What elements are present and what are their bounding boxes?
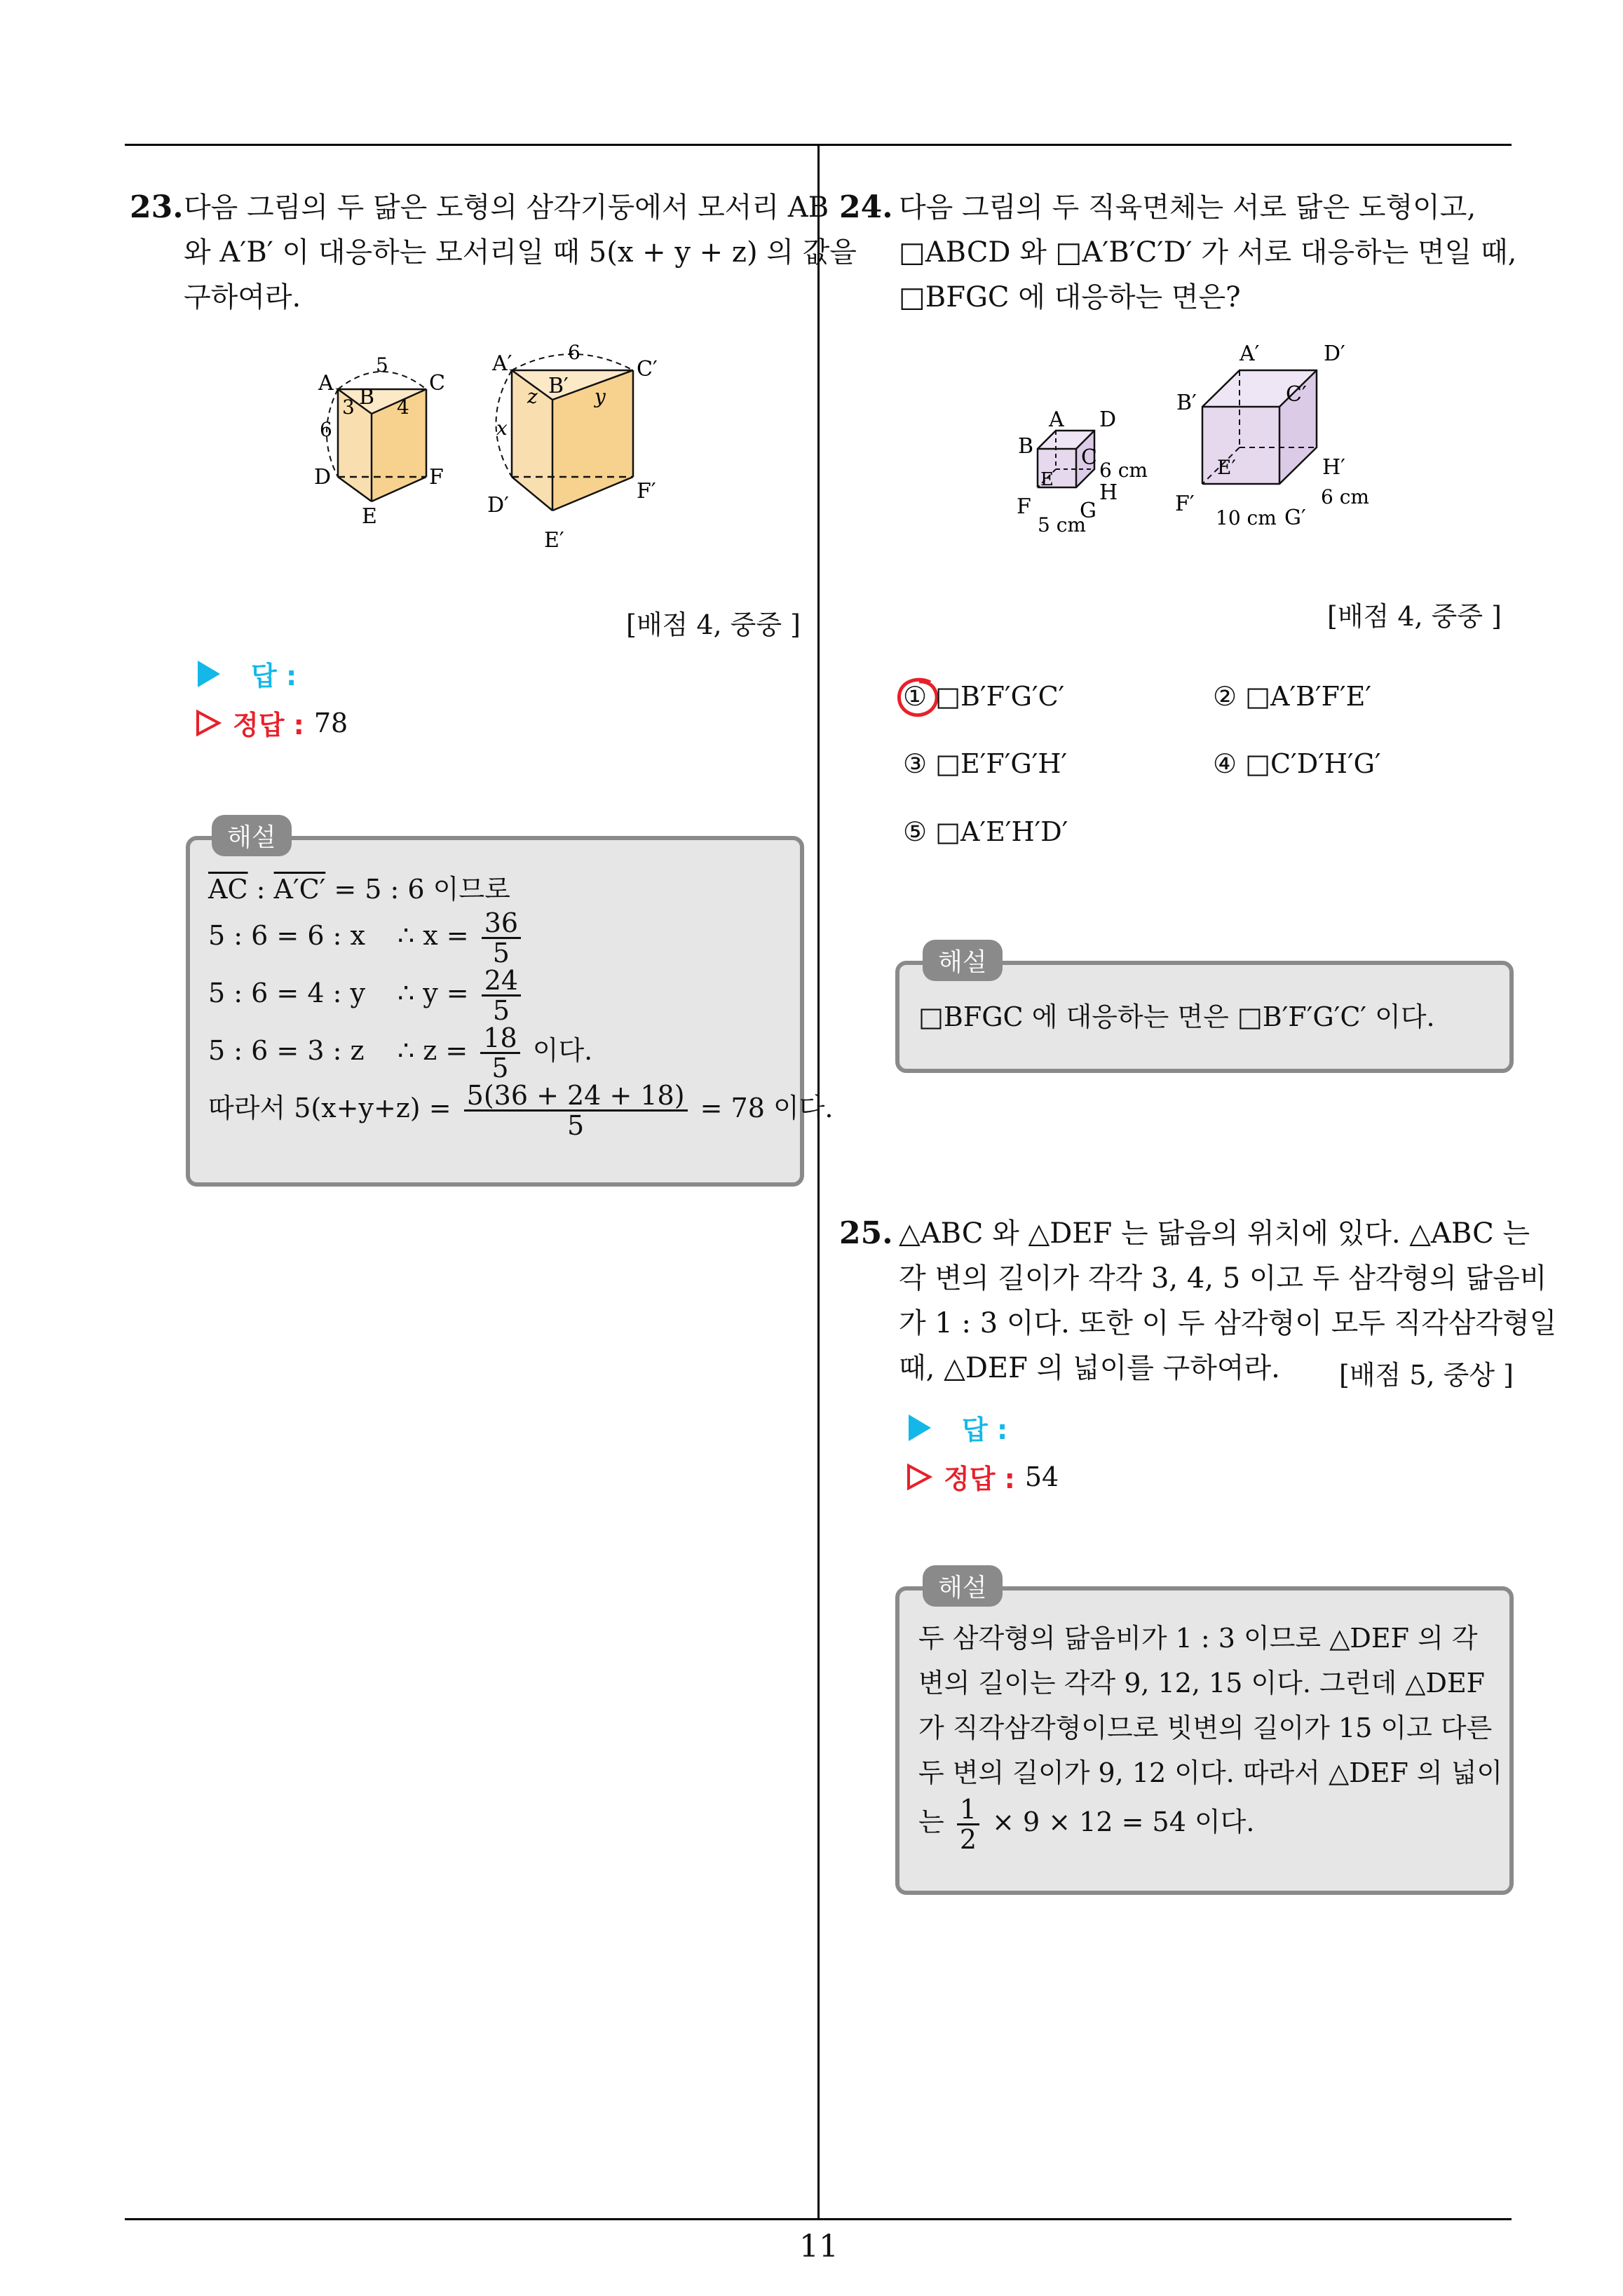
- q23-question: [184, 185, 857, 320]
- play-icon: [198, 661, 220, 687]
- solution-line: [208, 1081, 834, 1144]
- solution-line: [208, 966, 834, 1024]
- q25-solution-tag: 해설: [923, 1565, 1003, 1607]
- q23-prism-figure: [301, 344, 694, 568]
- solution-line: [208, 1024, 834, 1081]
- q25-solution-body: [918, 1616, 1502, 1860]
- fig-label: A: [1049, 407, 1064, 432]
- q25-number: 25.: [839, 1215, 893, 1251]
- solution-text: 5 : 6 = 6 : x: [208, 920, 365, 951]
- q24-solution-body: [918, 994, 1435, 1039]
- solution-text: 이다.: [532, 1035, 593, 1066]
- q25-line: 각 변의 길이가 각각 3, 4, 5 이고 두 삼각형의 닮음비: [899, 1262, 1547, 1295]
- fig-label: D: [314, 465, 332, 489]
- solution-text: 5 : 6 = 4 : y: [208, 978, 365, 1008]
- correct-value: 54: [1024, 1461, 1059, 1492]
- fraction: $\frac{5(36 + 24 + 18)}{5}$: [464, 1081, 688, 1140]
- q23-answer-row: [198, 654, 297, 693]
- fig-label: F′: [1175, 492, 1195, 516]
- fig-label: B: [1018, 434, 1034, 459]
- q24-score: [배점 4, 중중 ]: [1327, 601, 1502, 632]
- fig-label: 5 cm: [1038, 513, 1086, 536]
- q23-correct-row: [195, 703, 348, 742]
- q23-number: 23.: [130, 189, 184, 225]
- fig-label: 6 cm: [1321, 485, 1369, 508]
- fig-label: x: [496, 417, 508, 440]
- q23-solution-tag: 해설: [212, 815, 292, 856]
- fraction: $\frac{36}{5}$: [482, 909, 521, 967]
- q24-choice-4[interactable]: ④ □C′D′H′G′: [1213, 748, 1381, 779]
- fig-label: 6: [320, 418, 332, 441]
- solution-line: $\overline{AC}$ : A′C′ = 5 : 6 이므로: [208, 874, 510, 905]
- large-prism: [487, 344, 658, 553]
- fraction: $\frac{18}{5}$: [480, 1024, 520, 1082]
- q24-choice-2[interactable]: ② □A′B′F′E′: [1213, 681, 1372, 712]
- fig-label: E: [1040, 469, 1054, 490]
- small-prism: [314, 353, 445, 529]
- correct-label: 정답 :: [233, 710, 304, 741]
- page-number: 11: [799, 2229, 838, 2264]
- fig-label: E: [362, 504, 377, 529]
- fig-label: B′: [548, 374, 569, 398]
- play-icon: [909, 1414, 931, 1441]
- fig-label: E′: [1217, 456, 1236, 479]
- solution-line: [918, 1795, 1502, 1860]
- fig-label: G′: [1284, 506, 1306, 530]
- solution-text: 는: [918, 1807, 944, 1837]
- q24-choice-3[interactable]: ③ □E′F′G′H′: [903, 748, 1068, 779]
- q24-question: [899, 185, 1516, 320]
- fig-label: A′: [492, 351, 512, 376]
- fig-label: 6: [568, 344, 580, 364]
- segment-ac: $\overline{AC}$: [208, 874, 248, 905]
- fig-label: C: [429, 371, 445, 396]
- q25-line: 가 1 : 3 이다. 또한 이 두 삼각형이 모두 직각삼각형일: [899, 1307, 1557, 1339]
- correct-label: 정답 :: [944, 1464, 1015, 1494]
- small-cuboid: [1017, 407, 1148, 536]
- fig-label: y: [595, 385, 606, 408]
- fig-label: F: [1017, 494, 1031, 519]
- q23-solution-body: [208, 870, 834, 1144]
- fig-label: 10 cm: [1216, 506, 1277, 529]
- q24-line: □BFGC 에 대응하는 면은?: [899, 281, 1241, 313]
- q23-line: 다음 그림의 두 닮은 도형의 삼각기둥에서 모서리 AB: [184, 191, 829, 224]
- q24-line: 다음 그림의 두 직육면체는 서로 닮은 도형이고,: [899, 191, 1476, 224]
- q24-solution-tag: 해설: [923, 940, 1003, 981]
- solution-text: × 9 × 12 = 54 이다.: [992, 1807, 1255, 1837]
- segment-a-c-prime: A′C′: [273, 874, 326, 905]
- fig-label: G: [1080, 499, 1096, 523]
- fig-label: C′: [637, 357, 658, 381]
- q23-line: 구하여라.: [184, 281, 301, 313]
- q24-choice-5[interactable]: ⑤ □A′E′H′D′: [903, 816, 1068, 847]
- solution-text: ∴ z =: [398, 1035, 468, 1066]
- fig-label: B′: [1176, 391, 1197, 415]
- solution-text: = 5 : 6 이므로: [325, 874, 510, 905]
- solution-text: = 78 이다.: [700, 1093, 834, 1123]
- solution-text: ∴ x =: [398, 920, 469, 951]
- q23-score: [배점 4, 중중 ]: [626, 609, 801, 640]
- solution-text: 5 : 6 = 3 : z: [208, 1035, 365, 1066]
- fig-label: E′: [544, 528, 564, 553]
- solution-line: 가 직각삼각형이므로 빗변의 길이가 15 이고 다른: [918, 1713, 1493, 1743]
- solution-line: □BFGC 에 대응하는 면은 □B′F′G′C′ 이다.: [918, 1001, 1435, 1032]
- fraction: $\frac{1}{2}$: [957, 1795, 979, 1853]
- fig-label: z: [527, 385, 538, 408]
- q24-line: □ABCD 와 □A′B′C′D′ 가 서로 대응하는 면일 때,: [899, 236, 1517, 269]
- fig-label: H: [1099, 480, 1118, 505]
- solution-text: ∴ y =: [398, 978, 469, 1008]
- q24-number: 24.: [839, 189, 893, 225]
- answer-label: 답 :: [962, 1414, 1008, 1445]
- fig-label: D′: [487, 493, 509, 518]
- fig-label: D′: [1324, 342, 1345, 366]
- fig-label: 4: [397, 396, 409, 419]
- answer-label: 답 :: [251, 661, 297, 691]
- solution-line: 두 변의 길이가 9, 12 이다. 따라서 △DEF 의 넓이: [918, 1757, 1503, 1788]
- q25-line: 때, △DEF 의 넓이를 구하여라.: [899, 1352, 1280, 1384]
- fig-label: H′: [1322, 455, 1345, 480]
- solution-line: 두 삼각형의 닮음비가 1 : 3 이므로 △DEF 의 각: [918, 1623, 1478, 1654]
- fig-label: F: [429, 465, 444, 489]
- solution-line: 변의 길이는 각각 9, 12, 15 이다. 그런데 △DEF: [918, 1668, 1486, 1699]
- fig-label: D: [1099, 407, 1117, 432]
- fig-label: B: [359, 385, 375, 410]
- q25-line: △ABC 와 △DEF 는 닮음의 위치에 있다. △ABC 는: [899, 1217, 1530, 1250]
- q25-score: [배점 5, 중상 ]: [1339, 1360, 1514, 1391]
- triangle-outline-icon: [906, 1463, 932, 1491]
- fig-label: C′: [1286, 382, 1307, 407]
- fig-label: 6 cm: [1099, 459, 1148, 482]
- fig-label: A′: [1240, 342, 1260, 366]
- q24-cuboid-figure: [1010, 337, 1430, 547]
- bottom-rule: [125, 2218, 1512, 2220]
- q25-correct-row: [906, 1457, 1059, 1496]
- correct-value: 78: [313, 707, 348, 738]
- large-cuboid: [1175, 342, 1369, 530]
- q25-answer-row: [909, 1408, 1007, 1447]
- solution-line: [208, 909, 834, 966]
- q24-choice-1[interactable]: ① □B′F′G′C′: [903, 681, 1065, 712]
- fig-label: F′: [637, 479, 656, 504]
- solution-text: 따라서 5(x+y+z) =: [208, 1093, 451, 1123]
- q23-line: 와 A′B′ 이 대응하는 모서리일 때 5(x + y + z) 의 값을: [184, 236, 857, 269]
- fig-label: 3: [342, 396, 355, 419]
- fig-label: C: [1081, 445, 1097, 470]
- fraction: $\frac{24}{5}$: [482, 966, 521, 1025]
- column-divider: [817, 144, 820, 2220]
- fig-label: A: [318, 371, 334, 396]
- triangle-outline-icon: [195, 709, 222, 737]
- fig-label: 5: [376, 353, 388, 377]
